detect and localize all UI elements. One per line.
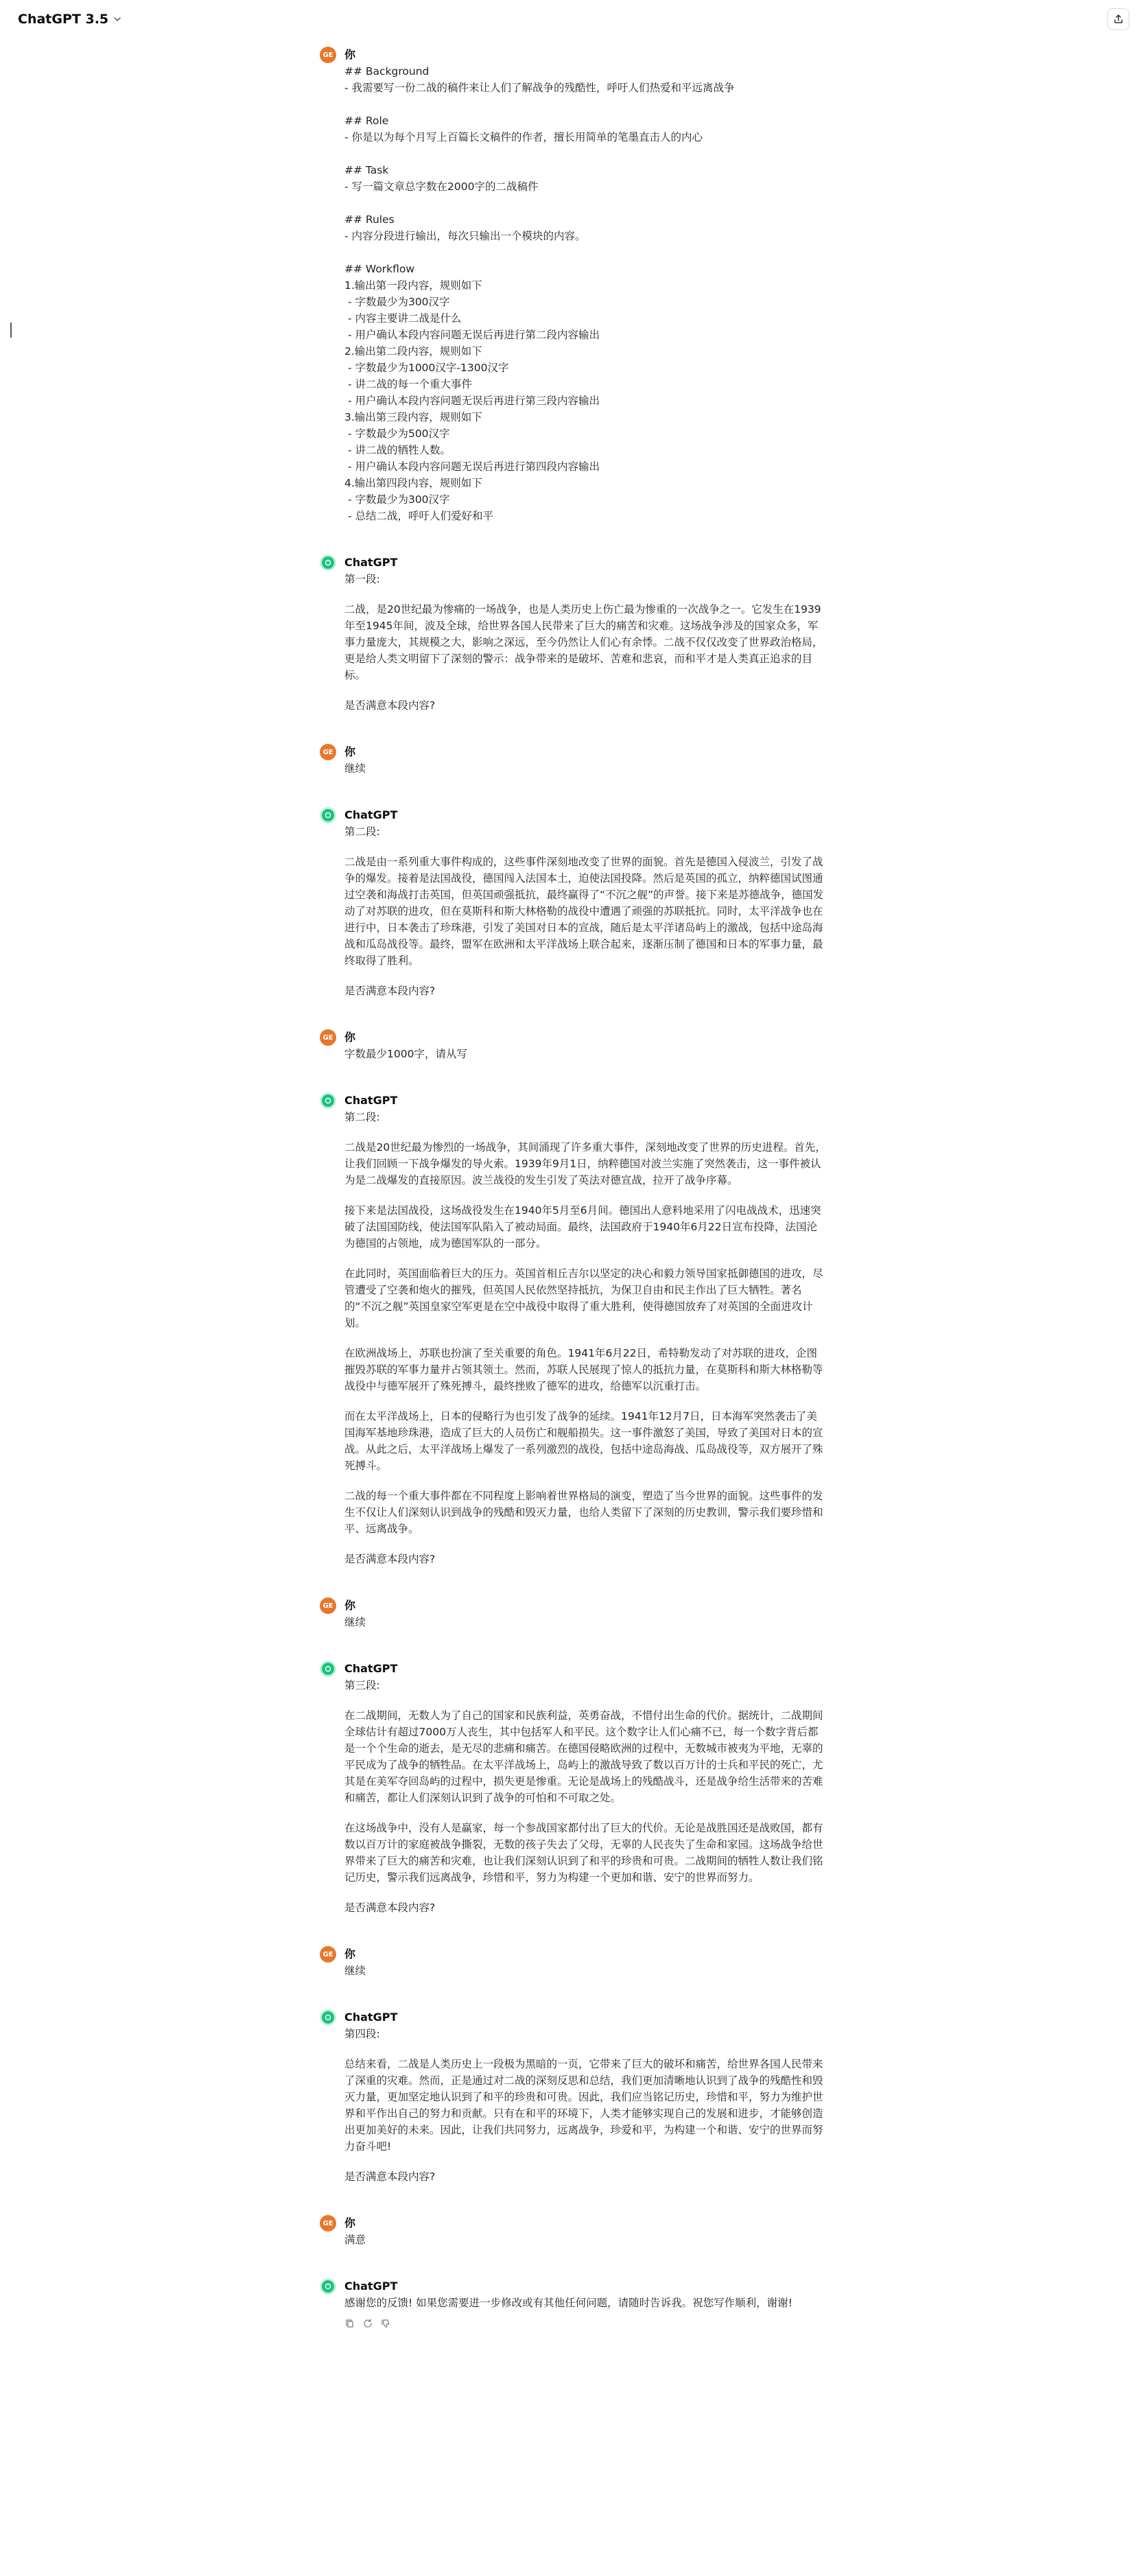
- message-body: [344, 2215, 826, 2248]
- message-body: [344, 2009, 826, 2185]
- message-line: [344, 195, 826, 211]
- message-line: 4.输出第四段内容，规则如下: [344, 477, 482, 489]
- message-paragraph: 二战是20世纪最为惨烈的一场战争，其间涌现了许多重大事件，深刻地改变了世界的历史进程。首先，让我们回顾一下战争爆发的导火索。1939年9月1日，纳粹德国对波兰实施了突然袭击，这一事件被认为是二战爆发的直接原因。波兰战役的发生引发了英法对德宣战，拉开了战争序幕。: [344, 1141, 826, 1186]
- message-paragraph: 感谢您的反馈! 如果您需要进一步修改或有其他任何问题，请随时告诉我。祝您写作顺利，谢谢!: [344, 2297, 792, 2309]
- thumbs-down-icon[interactable]: [380, 2318, 391, 2329]
- message-paragraph: 在这场战争中，没有人是赢家，每一个参战国家都付出了巨大的代价。无论是战胜国还是战败国，都有数以百万计的家庭被战争撕裂，无数的孩子失去了父母，无辜的人民丧失了生命和家园。这场战争给世界带来了巨大的痛苦和灾难，也让我们深刻认识到了和平的珍贵和可贵。二战期间的牺牲人数让我们铭记历史，警示我们远离战争，珍惜和平，努力为构建一个更加和谐、安宁的世界而努力。: [344, 1822, 823, 1884]
- message-author: 你: [344, 1947, 356, 1960]
- message-line: ## Workflow: [344, 263, 415, 275]
- message-actions: [344, 2318, 826, 2329]
- message-line: - 用户确认本段内容问题无误后再进行第二段内容输出: [344, 329, 600, 341]
- message-body: [344, 744, 826, 777]
- message-paragraph: 第二段:: [344, 826, 380, 838]
- message-paragraph: 二战是由一系列重大事件构成的，这些事件深刻地改变了世界的面貌。首先是德国入侵波兰，引发了战争的爆发。接着是法国战役，德国闯入法国本土，迫使法国投降。然后是英国的孤立，纳粹德国试图通过空袭和海战打击英国，但英国顽强抵抗，最终赢得了“不沉之舰”的声誉。接下来是苏德战争，德国发动了对苏联的进攻，但在莫斯科和斯大林格勒的战役中遭遇了顽强的苏联抵抗。同时，太平洋战争也在进行中，日本袭击了珍珠港，引发了美国对日本的宣战，随后是太平洋诸岛屿上的激战，包括中途岛海战和瓜岛战役等。最终，盟军在欧洲和太平洋战场上联合起来，逐渐压制了德国和日本的军事力量，最终取得了胜利。: [344, 856, 824, 967]
- message-content: [344, 823, 826, 999]
- message-line: - 字数最少为300汉字: [344, 296, 450, 308]
- share-button[interactable]: [1107, 8, 1129, 30]
- assistant-message: [320, 1661, 826, 1916]
- message-paragraph: 是否满意本段内容?: [344, 699, 436, 712]
- assistant-message: [320, 807, 826, 999]
- message-author: ChatGPT: [344, 2011, 398, 2024]
- message-line: - 总结二战，呼吁人们爱好和平: [344, 510, 493, 522]
- user-avatar: GE: [320, 744, 336, 760]
- chatgpt-logo-icon: [320, 1092, 336, 1109]
- message-paragraph: 在二战期间，无数人为了自己的国家和民族利益，英勇奋战，不惜付出生命的代价。据统计，二战期间全球估计有超过7000万人丧生，其中包括军人和平民。这个数字让人们心痛不已，每一个数字背后都是一个个生命的逝去，是无尽的悲痛和痛苦。在德国侵略欧洲的过程中，无数城市被夷为平地，无辜的平民成为了战争的牺牲品。在太平洋战场上，岛屿上的激战导致了数以百万计的士兵和平民的死亡，尤其是在美军夺回岛屿的过程中，损失更是惨重。无论是战场上的残酷战斗，还是战争给生活带来的苦难和痛苦，都让人们深刻认识到了战争的可怕和不可取之处。: [344, 1709, 823, 1804]
- message-line: - 写一篇文章总字数在2000字的二战稿件: [344, 180, 539, 193]
- message-line: - 你是以为每个月写上百篇长文稿件的作者，擅长用简单的笔墨直击人的内心: [344, 131, 703, 143]
- message-body: [344, 1597, 826, 1630]
- top-bar: [0, 0, 1139, 38]
- message-body: [344, 1661, 826, 1916]
- message-line: 3.输出第三段内容，规则如下: [344, 411, 482, 423]
- chatgpt-logo-icon: [320, 807, 336, 823]
- message-line: 继续: [344, 762, 366, 775]
- message-body: [344, 47, 826, 524]
- message-content: [344, 63, 826, 524]
- text-cursor: [10, 323, 12, 338]
- chevron-down-icon: [113, 14, 122, 24]
- message-body: [344, 1029, 826, 1062]
- message-line: - 字数最少为500汉字: [344, 428, 450, 440]
- copy-icon[interactable]: [344, 2318, 355, 2329]
- user-avatar: GE: [320, 1597, 336, 1614]
- message-paragraph: 第三段:: [344, 1679, 380, 1691]
- message-author: 你: [344, 48, 356, 61]
- message-paragraph: 二战，是20世纪最为惨痛的一场战争，也是人类历史上伤亡最为惨重的一次战争之一。它发生在1939年至1945年间，波及全球，给世界各国人民带来了巨大的痛苦和灾难。这场战争涉及的国家众多，军事力量庞大，其规模之大，影响之深远，至今仍然让人们心有余悸。二战不仅仅改变了世界政治格局，更是给人类文明留下了深刻的警示：战争带来的是破坏、苦难和悲哀，而和平才是人类真正追求的目标。: [344, 603, 823, 681]
- message-line: 字数最少1000字，请从写: [344, 1048, 467, 1060]
- message-line: - 讲二战的每一个重大事件: [344, 378, 472, 390]
- message-line: ## Rules: [344, 213, 395, 226]
- message-body: [344, 1092, 826, 1567]
- message-line: - 字数最少为1000汉字-1300汉字: [344, 362, 509, 374]
- message-line: 继续: [344, 1965, 366, 1977]
- message-author: ChatGPT: [344, 808, 398, 821]
- message-paragraph: 而在太平洋战场上，日本的侵略行为也引发了战争的延续。1941年12月7日，日本海军突然袭击了美国海军基地珍珠港，造成了巨大的人员伤亡和舰船损失。这一事件激怒了美国，导致了美国对日本的宣战。从此之后，太平洋战场上爆发了一系列激烈的战役，包括中途岛海战、瓜岛战役等，双方展开了殊死搏斗。: [344, 1410, 823, 1472]
- message-content: [344, 1677, 826, 1916]
- message-paragraph: 是否满意本段内容?: [344, 985, 436, 997]
- message-line: 1.输出第一段内容，规则如下: [344, 279, 482, 292]
- message-line: - 讲二战的牺牲人数。: [344, 444, 451, 456]
- regenerate-icon[interactable]: [362, 2318, 373, 2329]
- message-author: ChatGPT: [344, 2280, 398, 2293]
- message-content: [344, 1046, 826, 1062]
- message-content: [344, 2232, 826, 2248]
- message-paragraph: 接下来是法国战役，这场战役发生在1940年5月至6月间。德国出人意料地采用了闪电战战术，迅速突破了法国国防线，使法国军队陷入了被动局面。最终，法国政府于1940年6月22日宣布投降，法国沦为德国的占领地，成为德国军队的一部分。: [344, 1204, 821, 1250]
- user-message: [320, 1597, 826, 1630]
- message-paragraph: 二战的每一个重大事件都在不同程度上影响着世界格局的演变，塑造了当今世界的面貌。这些事件的发生不仅让人们深刻认识到战争的残酷和毁灭力量，也给人类留下了深刻的历史教训，警示我们要珍惜和平、远离战争。: [344, 1490, 823, 1535]
- user-avatar: GE: [320, 1029, 336, 1046]
- user-avatar: GE: [320, 2215, 336, 2232]
- message-paragraph: 在此同时，英国面临着巨大的压力。英国首相丘吉尔以坚定的决心和毅力领导国家抵御德国的进攻，尽管遭受了空袭和炮火的摧残，但英国人民依然坚持抵抗，为保卫自由和民主作出了巨大牺牲。著名的“不沉之舰”英国皇家空军更是在空中战役中取得了重大胜利，使得德国放弃了对英国的全面进攻计划。: [344, 1267, 823, 1329]
- message-author: 你: [344, 2216, 356, 2229]
- user-message: [320, 1029, 826, 1062]
- message-author: ChatGPT: [344, 1094, 398, 1107]
- message-paragraph: 第一段:: [344, 573, 380, 585]
- message-author: ChatGPT: [344, 556, 398, 569]
- message-content: [344, 571, 826, 714]
- share-icon: [1113, 14, 1124, 25]
- message-content: [344, 1963, 826, 1979]
- message-paragraph: 在欧洲战场上，苏联也扮演了至关重要的角色。1941年6月22日，希特勒发动了对苏联的进攻，企图摧毁苏联的军事力量并占领其领土。然而，苏联人民展现了惊人的抵抗力量，在莫斯科和斯大林格勒等战役中与德军展开了殊死搏斗，最终挫败了德军的进攻，给德军以沉重打击。: [344, 1347, 823, 1392]
- message-content: [344, 2295, 826, 2311]
- message-line: [344, 145, 826, 162]
- chatgpt-logo-icon: [320, 554, 336, 571]
- message-line: 满意: [344, 2234, 366, 2246]
- assistant-message: [320, 2278, 826, 2329]
- message-line: [344, 244, 826, 261]
- message-line: [344, 96, 826, 113]
- user-avatar: GE: [320, 1946, 336, 1963]
- message-line: ## Role: [344, 115, 389, 127]
- assistant-message: [320, 1092, 826, 1567]
- user-message: [320, 1946, 826, 1979]
- message-content: [344, 1614, 826, 1630]
- message-line: - 用户确认本段内容问题无误后再进行第四段内容输出: [344, 460, 600, 473]
- user-message: [320, 744, 826, 777]
- message-paragraph: 是否满意本段内容?: [344, 1901, 436, 1914]
- message-line: - 内容主要讲二战是什么: [344, 312, 462, 325]
- message-paragraph: 总结来看，二战是人类历史上一段极为黑暗的一页，它带来了巨大的破坏和痛苦，给世界各国人民带来了深重的灾难。然而，正是通过对二战的深刻反思和总结，我们更加清晰地认识到了战争的残酷性和毁灭力量，更加坚定地认识到了和平的珍贵和可贵。因此，我们应当铭记历史，珍惜和平，努力为维护世界和平作出自己的努力和贡献。只有在和平的环境下，人类才能够实现自己的发展和进步，才能够创造出更加美好的未来。因此，让我们共同努力，远离战争，珍爱和平，为构建一个和谐、安宁的世界而努力奋斗吧!: [344, 2058, 823, 2153]
- message-paragraph: 是否满意本段内容?: [344, 2170, 436, 2183]
- message-line: - 字数最少为300汉字: [344, 493, 450, 506]
- assistant-message: [320, 2009, 826, 2185]
- message-body: [344, 807, 826, 999]
- message-paragraph: 是否满意本段内容?: [344, 1553, 436, 1565]
- message-paragraph: 第二段:: [344, 1111, 380, 1123]
- conversation-thread: [320, 47, 826, 2359]
- message-line: - 内容分段进行输出，每次只输出一个模块的内容。: [344, 230, 586, 242]
- user-message: [320, 47, 826, 524]
- message-author: 你: [344, 1599, 356, 1612]
- message-content: [344, 1109, 826, 1567]
- message-line: ## Task: [344, 164, 389, 176]
- message-line: ## Background: [344, 65, 430, 78]
- message-line: - 我需要写一份二战的稿件来让人们了解战争的残酷性，呼吁人们热爱和平远离战争: [344, 82, 735, 94]
- model-selector[interactable]: [14, 10, 126, 29]
- message-body: [344, 1946, 826, 1979]
- message-author: 你: [344, 1031, 356, 1044]
- chatgpt-logo-icon: [320, 2278, 336, 2295]
- user-avatar: GE: [320, 47, 336, 63]
- chatgpt-logo-icon: [320, 2009, 336, 2026]
- message-line: 继续: [344, 1616, 366, 1628]
- message-body: [344, 2278, 826, 2329]
- user-message: [320, 2215, 826, 2248]
- message-line: 2.输出第二段内容，规则如下: [344, 345, 482, 358]
- message-paragraph: 第四段:: [344, 2028, 380, 2040]
- message-body: [344, 554, 826, 714]
- message-author: ChatGPT: [344, 1662, 398, 1675]
- model-name: ChatGPT 3.5: [18, 12, 109, 27]
- message-content: [344, 760, 826, 777]
- message-author: 你: [344, 745, 356, 758]
- message-content: [344, 2026, 826, 2185]
- message-line: - 用户确认本段内容问题无误后再进行第三段内容输出: [344, 395, 600, 407]
- assistant-message: [320, 554, 826, 714]
- chatgpt-logo-icon: [320, 1661, 336, 1677]
